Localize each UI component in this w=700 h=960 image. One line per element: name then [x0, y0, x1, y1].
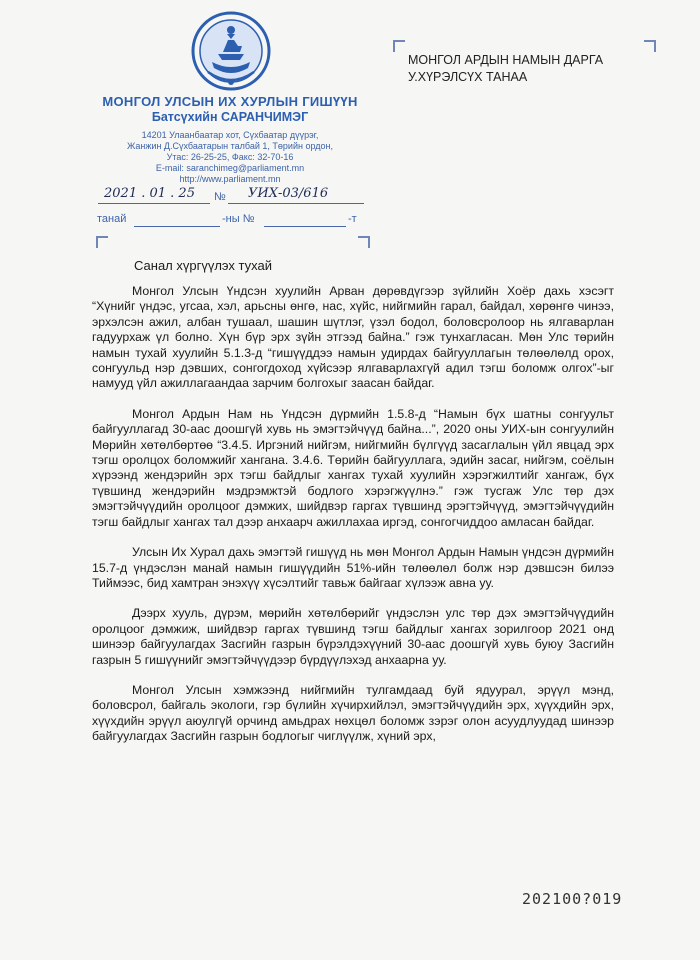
handwritten-date: 2021 . 01 . 25	[104, 186, 195, 201]
ny-underline	[264, 226, 346, 227]
addressee-corner-left	[393, 40, 405, 52]
organization-title: МОНГОЛ УЛСЫН ИХ ХУРЛЫН ГИШҮҮН	[102, 94, 358, 109]
stamp-number: 202100?019	[522, 890, 623, 908]
phone-fax: Утас: 26-25-25, Факс: 32-70-16	[166, 152, 294, 162]
letter-subject: Санал хүргүүлэх тухай	[134, 258, 272, 273]
addressee-name: У.ХҮРЭЛСҮХ ТАНАА	[408, 70, 528, 84]
body-paragraph: Монгол Улсын хэмжээнд нийгмийн тулгамдаад буй ядуурал, эрүүл мэнд, боловсрол, байгаль экологи, гэр бүлийн хүчирхийлэл, эмэгтэйчүүдийн эрх, хүүхдийн эрх, хүүхдийн эрүүл аюулгүй орчинд амьдрах нөхцөл боломж зэрэг олон асуудлуудад шинээр байгуулагдах Засгийн газрын бодлогыг чиглүүлж, хүний эрх,	[92, 682, 614, 744]
state-emblem-icon	[190, 10, 272, 92]
website-line: http://www.parliament.mn	[179, 174, 281, 184]
body-paragraph: Монгол Ардын Нам нь Үндсэн дүрмийн 1.5.8-д “Намын бүх шатны сонгуульт байгууллагад 30-аас доошгүй хувь нь эмэгтэйчүүд байна...”, 2020 оны УИХ-ын сонгуулийн Мөрийн хөтөлбөртөө “3.4.5. Иргэний нийгэм, нийгмийн бүлгүүд засаглалын үйл явцад эрх тэгш оролцох боломжийг хангана. 3.4.6. Төрийн байгууллага, эдийн засаг, нийгэм, соёлын хүрээнд жендэрийн эрх тэгш байдлыг хангах тухай хуулийн хэрэгжилтийг хангаж, бүх түвшинд жендэрийн мэдрэмжтэй бодлого хэрэгжүүлнэ.” гэж тусгаж Улс төр дэх эмэгтэйчүүдийн оролцоог дэмжих, шийдвэр гаргах түвшинд эрэгтэйчүүд, эмэгтэйчүүдийн тэгш байдлыг хангах тал дээр анхаарч ажиллахаа иргэд, сонгогчиддоо амласан байдаг.	[92, 406, 614, 529]
t-label: -т	[348, 213, 357, 225]
handwritten-reg-number: УИХ-03/616	[248, 186, 329, 201]
number-label: №	[214, 191, 226, 203]
subject-corner-left	[96, 236, 108, 248]
member-name: Батсүхийн САРАНЧИМЭГ	[151, 110, 309, 124]
tanai-label: танай	[97, 213, 127, 225]
body-paragraph: Дээрх хууль, дүрэм, мөрийн хөтөлбөрийг үндэслэн улс төр дэх эмэгтэйчүүдийн оролцоог дэмжиж, шийдвэр гаргах түвшинд тэгш байдлыг хангах зорилгоор 2021 онд шинээр байгуулагдах Засгийн газрын бүрэлдэхүүний 30-аас доошгүй хувь буюу Засгийн газрын 5 гишүүнийг эмэгтэйчүүдээр бүрдүүлэхэд анхаарна уу.	[92, 606, 614, 667]
letter-body	[92, 284, 614, 760]
body-paragraph: Улсын Их Хурал дахь эмэгтэй гишүүд нь мөн Монгол Ардын Намын үндсэн дүрмийн 15.7-д үндэслэн манай намын гишүүдийн 51%-ийн төлөөлөл болж нэр дэвшсэн билээ Тиймээс, бид хамтран энэхүү хүсэлтийг тавьж байгааг хүлээж авна уу.	[92, 545, 614, 590]
ny-label: -ны №	[222, 213, 255, 225]
body-paragraph: Монгол Улсын Үндсэн хуулийн Арван дөрөвдүгээр зүйлийн Хоёр дахь хэсэгт “Хүнийг үндэс, угсаа, хэл, арьсны өнгө, нас, хүйс, нийгмийн гарал, байдал, хөрөнгө чинээ, эрхэлсэн ажил, албан тушаал, шашин шүтлэг, үзэл бодол, боловсролоор нь ялгаварлан гадуурхаж үл болно. Хүн бүр эрх зүйн этгээд байна.” гэж тунхагласан. Мөн Улс төрийн намын тухай хуулийн 5.1.3-д “гишүүддээ намын удирдах байгууллагын төлөөлөлд орох, сонгуульд нэр дэвших, сонгогдоход хүйсээр ялгаварлахгүй адил тэгш боломж олгох”-ыг намууд үйл ажиллагаандаа зарчим болгохыг заасан байдаг.	[92, 284, 614, 391]
addressee-title: МОНГОЛ АРДЫН НАМЫН ДАРГА	[408, 53, 604, 67]
tanai-underline	[134, 226, 220, 227]
date-underline	[98, 203, 210, 204]
address-line-1: 14201 Улаанбаатар хот, Сүхбаатар дүүрэг,	[141, 130, 319, 140]
addressee-block	[408, 52, 668, 86]
addressee-corner-right	[644, 40, 656, 52]
email-line: E-mail: saranchimeg@parliament.mn	[155, 163, 305, 173]
number-underline	[228, 203, 364, 204]
address-line-2: Жанжин Д.Сүхбаатарын талбай 1, Төрийн ордон,	[127, 141, 333, 151]
subject-corner-right	[358, 236, 370, 248]
